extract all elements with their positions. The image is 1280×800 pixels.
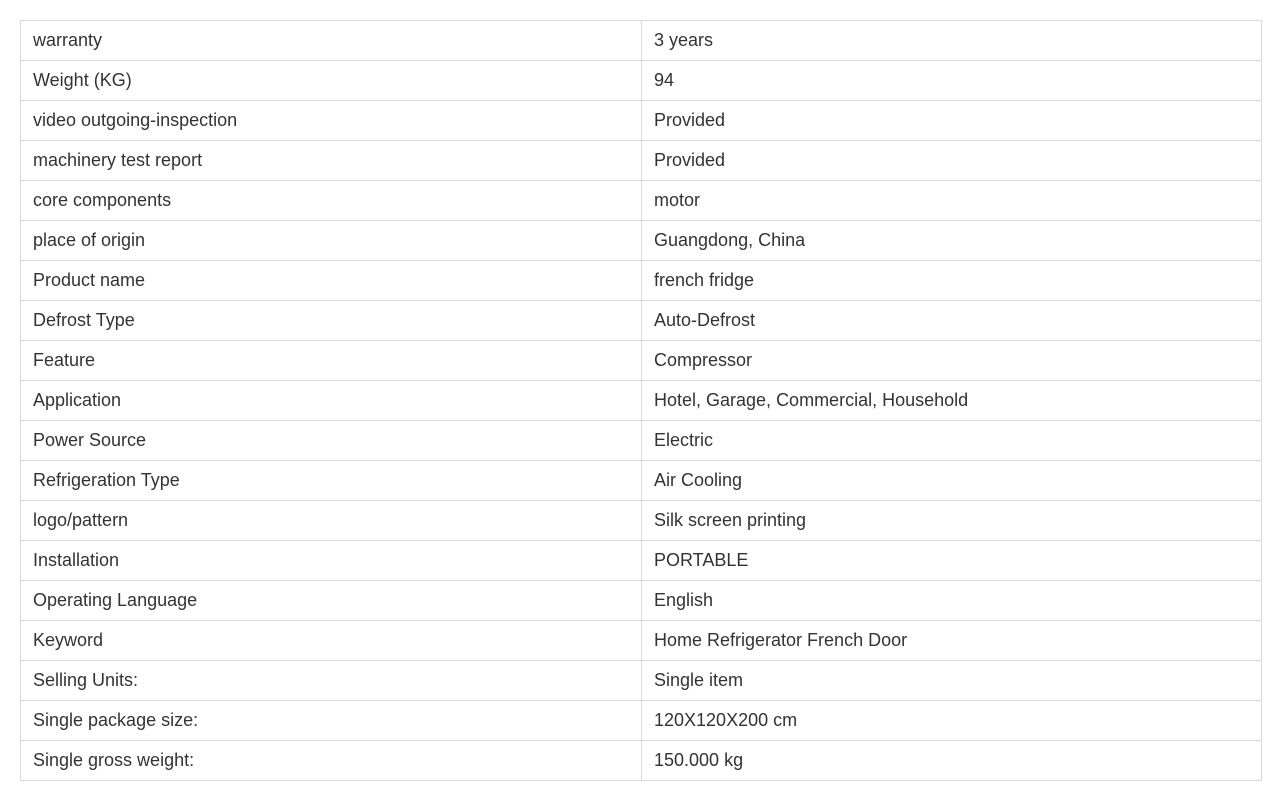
spec-value: 3 years — [642, 21, 1262, 61]
spec-value: Air Cooling — [642, 461, 1262, 501]
spec-value: Single item — [642, 661, 1262, 701]
table-row — [21, 101, 1262, 141]
table-row — [21, 461, 1262, 501]
spec-label: Power Source — [21, 421, 642, 461]
spec-label: Single package size: — [21, 701, 642, 741]
table-row — [21, 181, 1262, 221]
spec-label: Operating Language — [21, 581, 642, 621]
spec-value: PORTABLE — [642, 541, 1262, 581]
spec-value: Compressor — [642, 341, 1262, 381]
spec-value: motor — [642, 181, 1262, 221]
spec-label: Feature — [21, 341, 642, 381]
spec-label: machinery test report — [21, 141, 642, 181]
spec-label: Installation — [21, 541, 642, 581]
spec-label: Weight (KG) — [21, 61, 642, 101]
table-row — [21, 61, 1262, 101]
spec-label: Single gross weight: — [21, 741, 642, 781]
table-row — [21, 661, 1262, 701]
table-row — [21, 421, 1262, 461]
table-row — [21, 341, 1262, 381]
spec-label: Refrigeration Type — [21, 461, 642, 501]
spec-value: Home Refrigerator French Door — [642, 621, 1262, 661]
spec-label: core components — [21, 181, 642, 221]
table-row — [21, 221, 1262, 261]
spec-value: Auto-Defrost — [642, 301, 1262, 341]
spec-value: 150.000 kg — [642, 741, 1262, 781]
table-row — [21, 501, 1262, 541]
spec-value: Electric — [642, 421, 1262, 461]
spec-label: video outgoing-inspection — [21, 101, 642, 141]
spec-value: Provided — [642, 101, 1262, 141]
table-row — [21, 141, 1262, 181]
spec-value: English — [642, 581, 1262, 621]
spec-label: Defrost Type — [21, 301, 642, 341]
spec-label: Product name — [21, 261, 642, 301]
spec-value: french fridge — [642, 261, 1262, 301]
spec-label: Keyword — [21, 621, 642, 661]
table-row — [21, 541, 1262, 581]
spec-table — [20, 20, 1262, 781]
table-row — [21, 261, 1262, 301]
table-row — [21, 381, 1262, 421]
table-row — [21, 21, 1262, 61]
table-row — [21, 581, 1262, 621]
spec-value: Silk screen printing — [642, 501, 1262, 541]
spec-label: Application — [21, 381, 642, 421]
spec-label: logo/pattern — [21, 501, 642, 541]
spec-label: place of origin — [21, 221, 642, 261]
table-row — [21, 701, 1262, 741]
spec-label: Selling Units: — [21, 661, 642, 701]
table-row — [21, 741, 1262, 781]
spec-value: Hotel, Garage, Commercial, Household — [642, 381, 1262, 421]
spec-label: warranty — [21, 21, 642, 61]
spec-value: 120X120X200 cm — [642, 701, 1262, 741]
spec-value: Guangdong, China — [642, 221, 1262, 261]
table-row — [21, 621, 1262, 661]
spec-value: 94 — [642, 61, 1262, 101]
spec-value: Provided — [642, 141, 1262, 181]
spec-table-body — [21, 21, 1262, 781]
table-row — [21, 301, 1262, 341]
